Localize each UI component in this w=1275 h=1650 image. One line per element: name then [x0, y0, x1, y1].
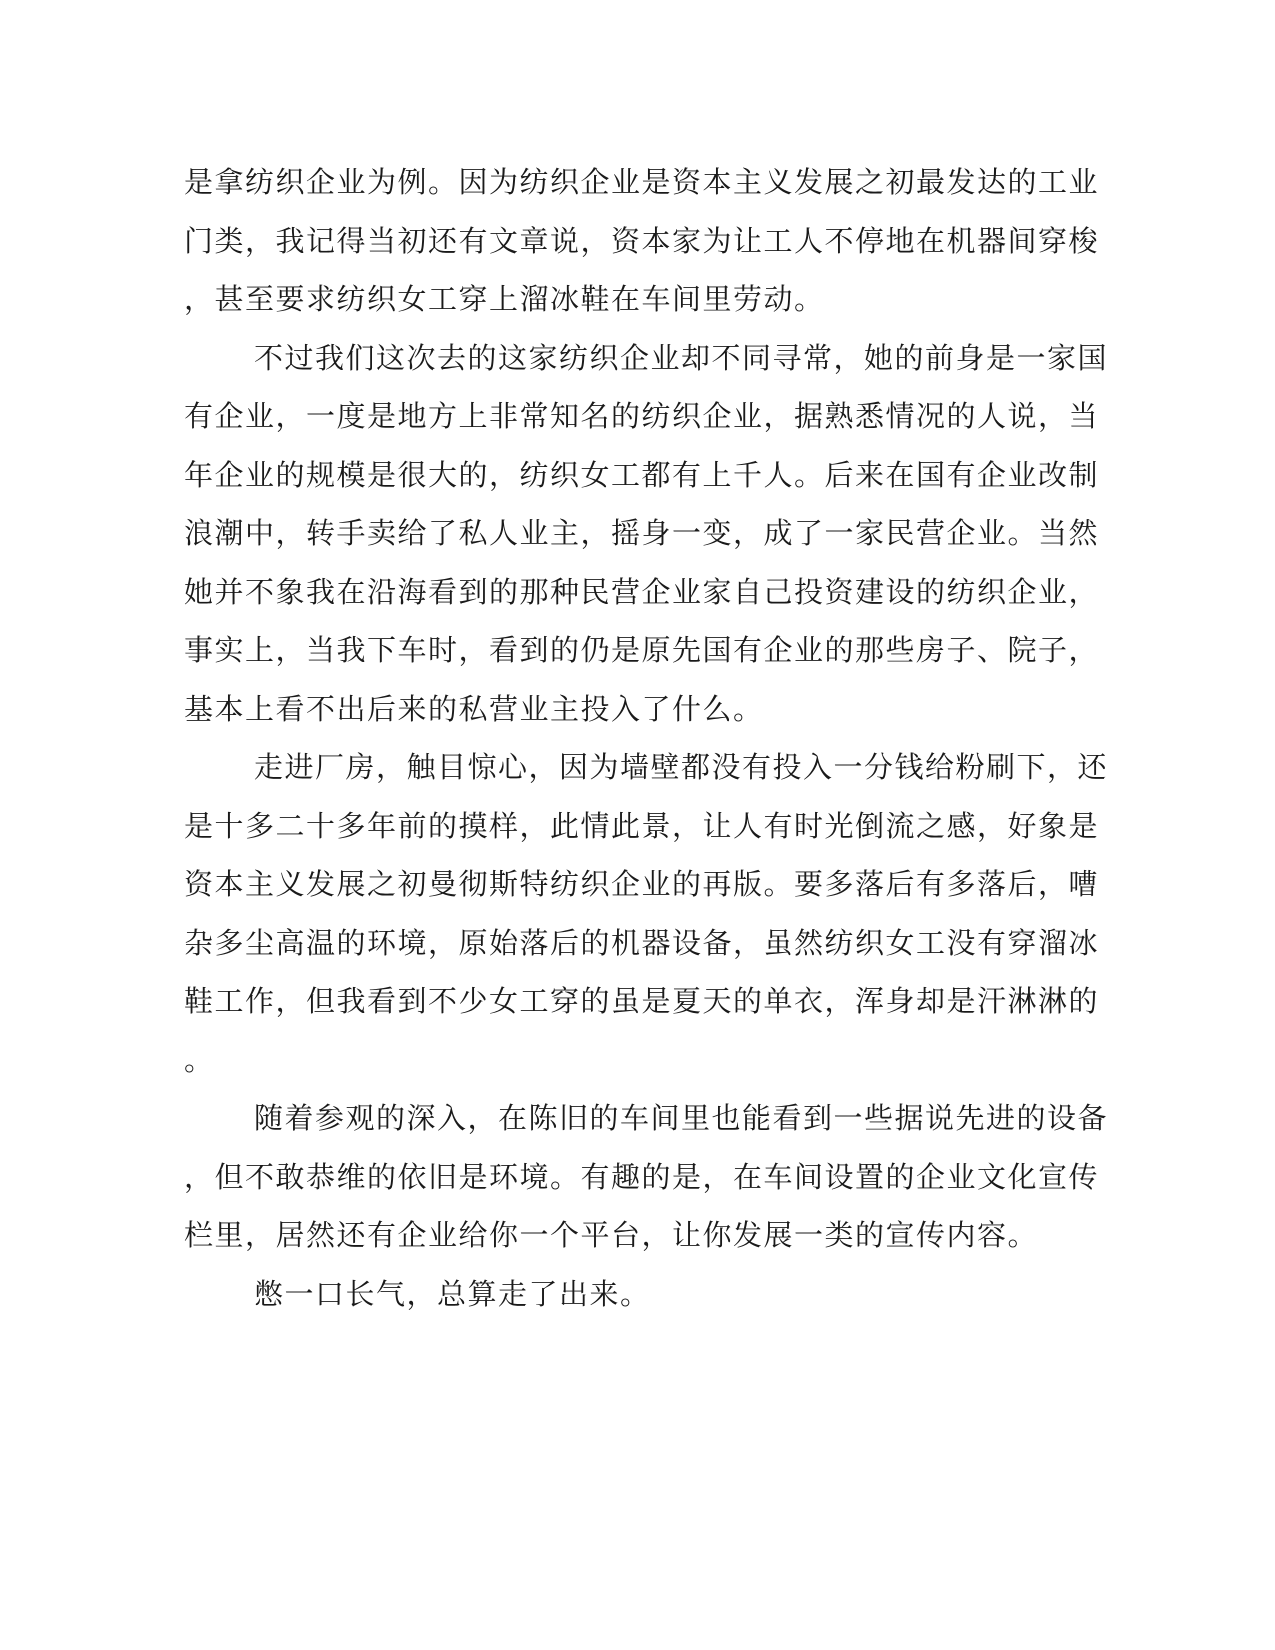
paragraph-3	[184, 745, 1109, 1096]
paragraph-2	[184, 336, 1109, 746]
text-line: 基本上看不出后来的私营业主投入了什么。	[184, 691, 764, 726]
text-line: 鞋工作，但我看到不少女工穿的虽是夏天的单衣，浑身却是汗淋淋的	[184, 984, 1100, 1018]
text-line: 不过我们这次去的这家纺织企业却不同寻常，她的前身是一家国	[254, 340, 1109, 375]
paragraph-5	[184, 1272, 1064, 1331]
text-line: 有企业，一度是地方上非常知名的纺织企业，据熟悉情况的人说，当	[184, 399, 1100, 433]
text-line: 随着参观的深入，在陈旧的车间里也能看到一些据说先进的设备	[254, 1101, 1109, 1135]
text-line: 是十多二十多年前的摸样，此情此景，让人有时光倒流之感，好象是	[184, 808, 1100, 843]
paragraph-4	[184, 1096, 1109, 1272]
text-line: 杂多尘高温的环境，原始落后的机器设备，虽然纺织女工没有穿溜冰	[184, 925, 1100, 960]
text-line: 年企业的规模是很大的，纺织女工都有上千人。后来在国有企业改制	[184, 457, 1100, 492]
text-line: ，甚至要求纺织女工穿上溜冰鞋在车间里劳动。	[184, 282, 825, 316]
text-line: 她并不象我在沿海看到的那种民营企业家自己投资建设的纺织企业，	[184, 574, 1100, 609]
text-line: 门类，我记得当初还有文章说，资本家为让工人不停地在机器间穿梭	[184, 223, 1100, 258]
text-line: 憋一口长气，总算走了出来。	[254, 1276, 651, 1311]
text-line: 是拿纺织企业为例。因为纺织企业是资本主义发展之初最发达的工业	[184, 165, 1100, 199]
text-line: 资本主义发展之初曼彻斯特纺织企业的再版。要多落后有多落后，嘈	[184, 867, 1100, 901]
text-line: 走进厂房，触目惊心，因为墙壁都没有投入一分钱给粉刷下，还	[254, 750, 1109, 784]
text-line: 。	[184, 1042, 215, 1077]
text-line: ，但不敢恭维的依旧是环境。有趣的是，在车间设置的企业文化宣传	[184, 1159, 1100, 1194]
text-line: 浪潮中，转手卖给了私人业主，摇身一变，成了一家民营企业。当然	[184, 516, 1100, 550]
text-line: 栏里，居然还有企业给你一个平台，让你发展一类的宣传内容。	[184, 1218, 1039, 1252]
body-text	[184, 160, 1109, 1330]
paragraph-1	[184, 160, 1100, 336]
text-line: 事实上，当我下车时，看到的仍是原先国有企业的那些房子、院子，	[184, 633, 1100, 667]
